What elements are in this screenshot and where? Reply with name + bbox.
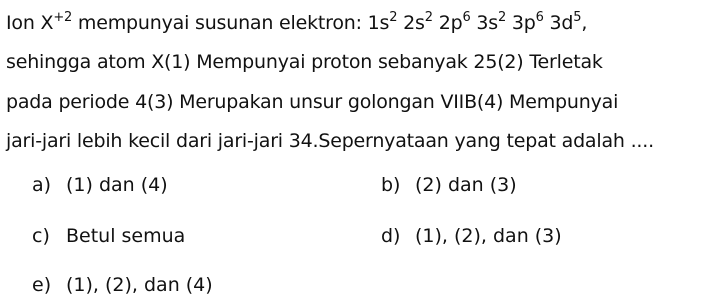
option-letter: d) bbox=[381, 225, 401, 247]
option-text: (1) dan (4) bbox=[66, 174, 168, 196]
question-line-2: sehingga atom X(1) Mempunyai proton sebanyak 25(2) Terletak bbox=[6, 51, 603, 73]
question-line-3: pada periode 4(3) Merupakan unsur golongan VIIB(4) Mempunyai bbox=[6, 91, 619, 113]
orbital-1s: 1s bbox=[367, 12, 390, 34]
option-c[interactable] bbox=[32, 223, 185, 249]
orbital-3p: 3p bbox=[511, 12, 536, 34]
electrons-2p: 6 bbox=[462, 10, 471, 25]
ion-charge: +2 bbox=[53, 10, 73, 25]
option-letter: a) bbox=[32, 174, 52, 196]
electrons-2s: 2 bbox=[424, 10, 433, 25]
option-d[interactable] bbox=[381, 223, 562, 249]
orbital-3d: 3d bbox=[549, 12, 574, 34]
config-separator: , bbox=[581, 12, 588, 34]
line1-text: mempunyai susunan elektron: bbox=[72, 12, 368, 34]
option-text: (1), (2), dan (4) bbox=[66, 274, 213, 296]
orbital-3s: 3s bbox=[476, 12, 498, 34]
option-text: (2) dan (3) bbox=[415, 174, 517, 196]
option-text: Betul semua bbox=[66, 225, 186, 247]
option-b[interactable] bbox=[381, 172, 517, 198]
orbital-2p: 2p bbox=[438, 12, 463, 34]
option-text: (1), (2), dan (3) bbox=[415, 225, 562, 247]
electrons-3s: 2 bbox=[497, 10, 507, 25]
question-line-1 bbox=[6, 10, 587, 36]
electrons-3p: 6 bbox=[535, 10, 544, 25]
option-e[interactable] bbox=[32, 272, 213, 298]
question-line-4: jari-jari lebih kecil dari jari-jari 34.Sepernyataan yang tepat adalah .... bbox=[6, 130, 654, 152]
option-letter: b) bbox=[381, 174, 401, 196]
electrons-3d: 5 bbox=[573, 10, 582, 25]
ion-prefix: Ion X bbox=[6, 12, 54, 34]
option-a[interactable] bbox=[32, 172, 168, 198]
orbital-2s: 2s bbox=[403, 12, 425, 34]
option-letter: c) bbox=[32, 225, 50, 247]
electrons-1s: 2 bbox=[389, 10, 398, 25]
option-letter: e) bbox=[32, 274, 52, 296]
